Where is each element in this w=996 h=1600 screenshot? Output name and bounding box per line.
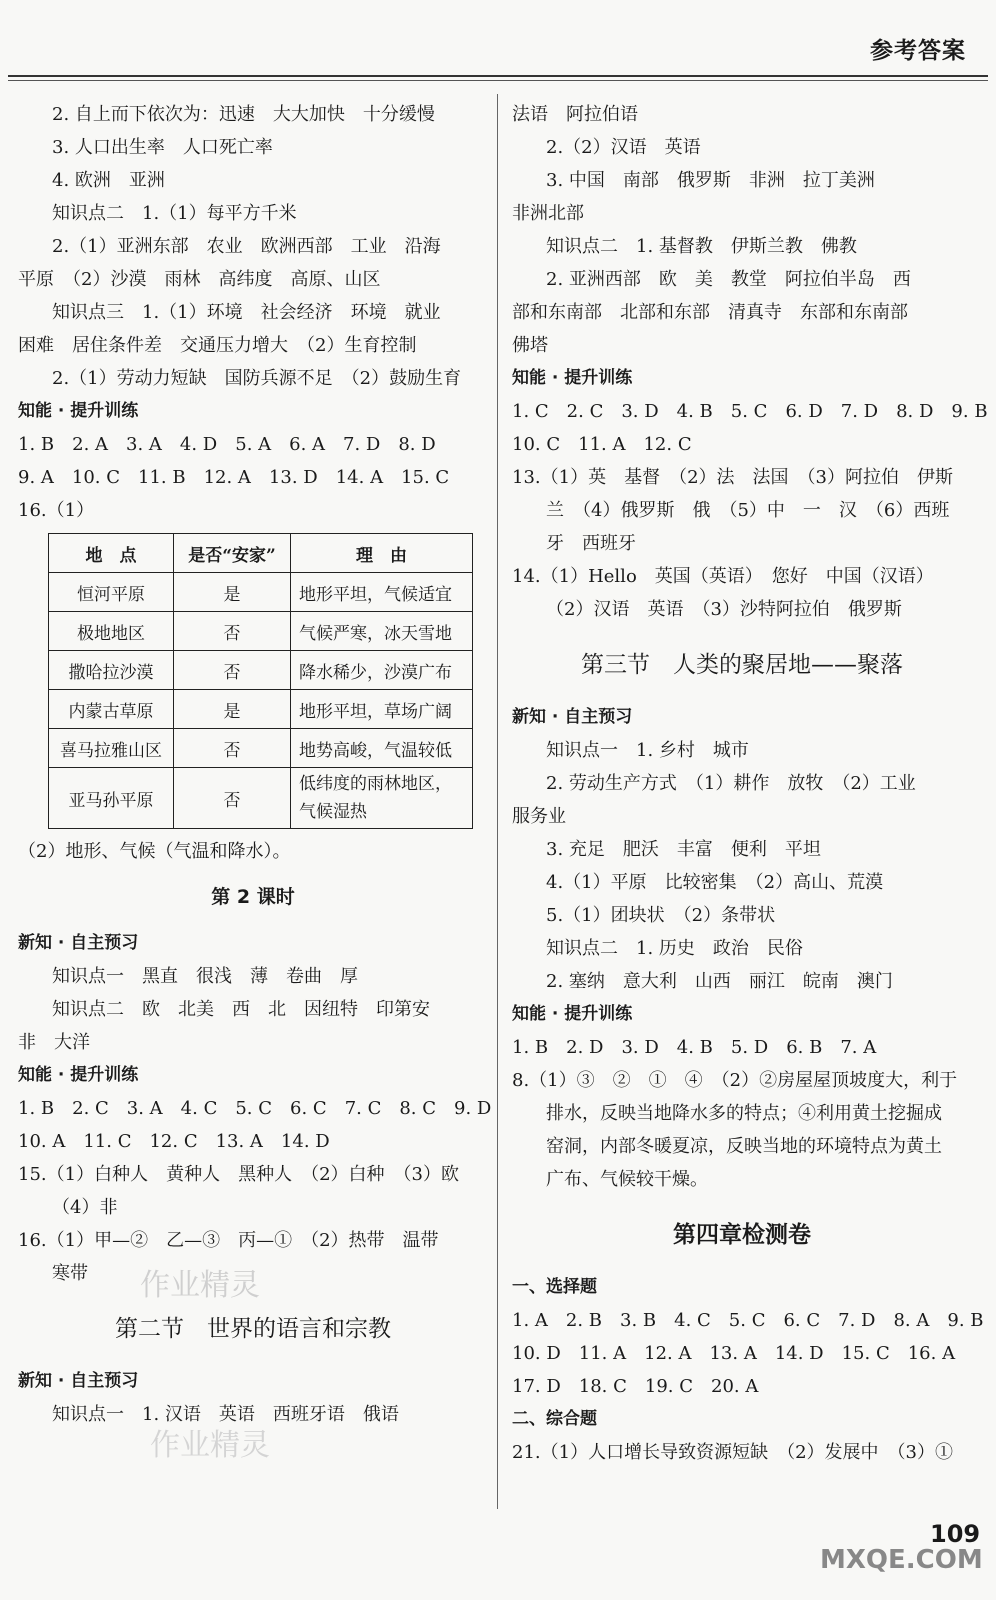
column-divider (497, 94, 498, 1509)
answer-line: 15.（1）白种人 黄种人 黑种人 （2）白种 （3）欧 (18, 1164, 459, 1185)
table-cell: 亚马孙平原 (49, 768, 174, 829)
table-cell: 降水稀少，沙漠广布 (291, 651, 473, 690)
answer-line: 1. B 2. A 3. A 4. D 5. A 6. A 7. D 8. D (18, 434, 436, 455)
section-title: 第四章检测卷 (673, 1222, 811, 1248)
table-header: 理 由 (291, 534, 473, 573)
answer-line: 21.（1）人口增长导致资源短缺 （2）发展中 （3）① (512, 1442, 953, 1463)
lesson-title: 第 2 课时 (211, 886, 295, 908)
answer-line: 2. 自上而下依次为：迅速 大大加快 十分缓慢 (52, 104, 435, 125)
answer-line: 2. 塞纳 意大利 山西 丽江 皖南 澳门 (546, 971, 893, 992)
table-cell: 地势高峻，气温较低 (291, 729, 473, 768)
answer-line: 4. 欧洲 亚洲 (52, 170, 165, 191)
answer-line: 2.（1）劳动力短缺 国防兵源不足 （2）鼓励生育 (52, 368, 462, 389)
answer-line: 知识点一 1. 乡村 城市 (546, 740, 749, 761)
answer-line: 14.（1）Hello 英国（英语） 您好 中国（汉语） (512, 566, 934, 587)
table-cell: 地形平坦，气候适宜 (291, 573, 473, 612)
answer-line: 法语 阿拉伯语 (512, 104, 638, 125)
answer-line: 2.（2）汉语 英语 (546, 137, 701, 158)
answer-line: 知识点二 1. 历史 政治 民俗 (546, 938, 803, 959)
table-cell: 是 (174, 690, 291, 729)
answer-line: 16.（1） (18, 500, 95, 521)
answer-line: 知识点二 欧 北美 西 北 因纽特 印第安 (52, 999, 430, 1020)
answer-line: 2.（1）亚洲东部 农业 欧洲西部 工业 沿海 (52, 236, 441, 257)
answer-line: 知识点三 1.（1）环境 社会经济 环境 就业 (52, 302, 441, 323)
section-label: 新知 · 自主预习 (512, 707, 633, 727)
answer-line: 3. 人口出生率 人口死亡率 (52, 137, 273, 158)
answer-line: 13.（1）英 基督 （2）法 法国 （3）阿拉伯 伊斯 (512, 467, 953, 488)
section-label: 新知 · 自主预习 (18, 933, 139, 953)
section-label: 一、选择题 (512, 1277, 597, 1297)
answer-line: 非洲北部 (512, 203, 584, 224)
answer-line: 排水，反映当地降水多的特点；④利用黄土挖掘成 (546, 1103, 942, 1124)
answer-line: （2）地形、气候（气温和降水）。 (18, 841, 291, 862)
answer-line: 佛塔 (512, 335, 548, 356)
answer-line: 16.（1）甲—② 乙—③ 丙—① （2）热带 温带 (18, 1230, 439, 1251)
header-rule-thin (8, 80, 988, 81)
answer-line: 10. A 11. C 12. C 13. A 14. D (18, 1131, 330, 1152)
answer-line: 困难 居住条件差 交通压力增大 （2）生育控制 (18, 335, 417, 356)
answer-line: 平原 （2）沙漠 雨林 高纬度 高原、山区 (18, 269, 381, 290)
section-label: 知能 · 提升训练 (512, 368, 633, 388)
section-label: 知能 · 提升训练 (512, 1004, 633, 1024)
answer-line: 2. 劳动生产方式 （1）耕作 放牧 （2）工业 (546, 773, 916, 794)
table-cell: 否 (174, 729, 291, 768)
table-cell: 否 (174, 612, 291, 651)
answer-line: 服务业 (512, 806, 566, 827)
answer-line: 10. C 11. A 12. C (512, 434, 692, 455)
table-row (49, 729, 473, 768)
table-cell: 否 (174, 768, 291, 829)
answer-line: 1. A 2. B 3. B 4. C 5. C 6. C 7. D 8. A 9. B (512, 1310, 984, 1331)
answer-line: 1. B 2. C 3. A 4. C 5. C 6. C 7. C 8. C 9. D (18, 1098, 492, 1119)
table-row (49, 612, 473, 651)
left-column (18, 98, 492, 1431)
table-row (49, 768, 473, 829)
answer-line: 9. A 10. C 11. B 12. A 13. D 14. A 15. C (18, 467, 450, 488)
table-cell: 气候严寒，冰天雪地 (291, 612, 473, 651)
answer-line: 知识点二 1. 基督教 伊斯兰教 佛教 (546, 236, 857, 257)
answer-line: 知识点一 1. 汉语 英语 西班牙语 俄语 (52, 1404, 399, 1425)
answer-line: 1. C 2. C 3. D 4. B 5. C 6. D 7. D 8. D 9. B (512, 401, 988, 422)
section-title: 第二节 世界的语言和宗教 (115, 1316, 391, 1342)
table-cell: 恒河平原 (49, 573, 174, 612)
header-rule (8, 75, 988, 77)
section-label: 知能 · 提升训练 (18, 401, 139, 421)
answer-line: 知识点二 1.（1）每平方千米 (52, 203, 297, 224)
table-row (49, 573, 473, 612)
answer-line: 8.（1）③ ② ① ④ （2）②房屋屋顶坡度大，利于 (512, 1070, 958, 1091)
watermark: 作业精灵 (140, 1268, 260, 1303)
answer-line: 10. D 11. A 12. A 13. A 14. D 15. C 16. A (512, 1343, 956, 1364)
section-label: 新知 · 自主预习 (18, 1371, 139, 1391)
table-cell: 内蒙古草原 (49, 690, 174, 729)
answer-line: 寒带 (52, 1263, 88, 1284)
section-title: 第三节 人类的聚居地——聚落 (581, 652, 903, 678)
section-label: 知能 · 提升训练 (18, 1065, 139, 1085)
answer-line: 3. 中国 南部 俄罗斯 非洲 拉丁美洲 (546, 170, 875, 191)
watermark: 作业精灵 (150, 1428, 270, 1463)
table-row (49, 690, 473, 729)
answer-line: 5.（1）团块状 （2）条带状 (546, 905, 776, 926)
table-cell: 低纬度的雨林地区，气候湿热 (291, 768, 473, 829)
answer-line: （2）汉语 英语 （3）沙特阿拉伯 俄罗斯 (546, 599, 902, 620)
answer-line: 广布、气候较干燥。 (546, 1169, 708, 1190)
table-cell: 撒哈拉沙漠 (49, 651, 174, 690)
answer-line: 部和东南部 北部和东部 清真寺 东部和东南部 (512, 302, 908, 323)
right-column (512, 98, 988, 1469)
header-title: 参考答案 (870, 38, 966, 64)
answer-line: 非 大洋 (18, 1032, 90, 1053)
answer-line: 兰 （4）俄罗斯 俄 （5）中 一 汉 （6）西班 (546, 500, 950, 521)
table-header: 是否“安家” (174, 534, 291, 573)
watermark-site: MXQE.COM (820, 1545, 983, 1575)
answer-line: 17. D 18. C 19. C 20. A (512, 1376, 759, 1397)
table-header: 地 点 (49, 534, 174, 573)
page-number: 109 (930, 1520, 981, 1548)
answer-line: 3. 充足 肥沃 丰富 便利 平坦 (546, 839, 821, 860)
answer-line: 4.（1）平原 比较密集 （2）高山、荒漠 (546, 872, 884, 893)
answer-line: 1. B 2. D 3. D 4. B 5. D 6. B 7. A (512, 1037, 877, 1058)
table-cell: 是 (174, 573, 291, 612)
section-label: 二、综合题 (512, 1409, 597, 1429)
answer-line: 窑洞，内部冬暖夏凉，反映当地的环境特点为黄土 (546, 1136, 942, 1157)
table-cell: 喜马拉雅山区 (49, 729, 174, 768)
answer-line: 2. 亚洲西部 欧 美 教堂 阿拉伯半岛 西 (546, 269, 911, 290)
table-cell: 地形平坦，草场广阔 (291, 690, 473, 729)
answer-line: （4）非 (52, 1197, 118, 1218)
table-cell: 极地地区 (49, 612, 174, 651)
answer-line: 牙 西班牙 (546, 533, 636, 554)
table-cell: 否 (174, 651, 291, 690)
settlement-table (48, 533, 473, 829)
table-row (49, 651, 473, 690)
answer-line: 知识点一 黑直 很浅 薄 卷曲 厚 (52, 966, 358, 987)
